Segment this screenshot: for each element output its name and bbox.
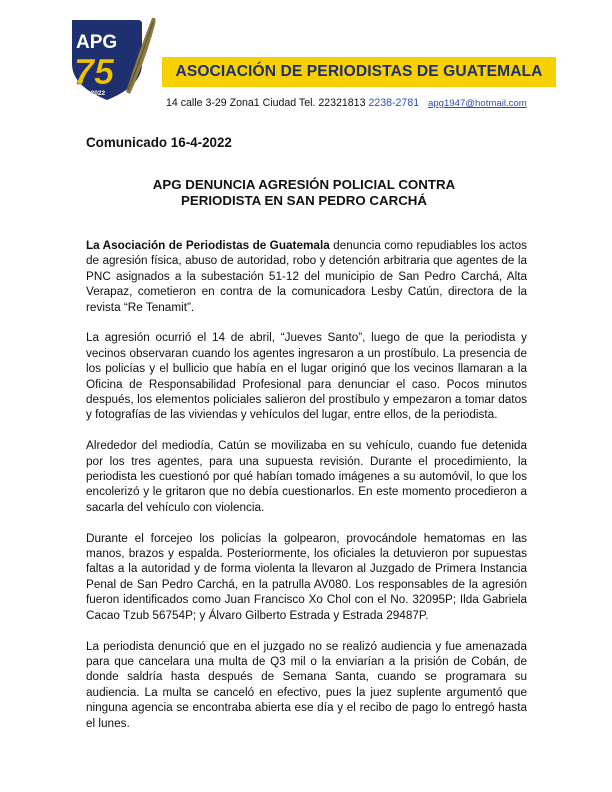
organization-title: ASOCIACIÓN DE PERIODISTAS DE GUATEMALA [175,63,543,80]
contact-line [166,97,527,109]
shield-logo-icon [68,14,158,102]
paragraph-4: Durante el forcejeo los policías la golpearon, provocándole hematomas en las manos, brazos y espalda. Posteriormente, los oficiales la detuvieron por supuestas faltas a la autoridad y de forma violenta la llevaron al Juzgado de Primera Instancia Penal de San Pedro Carchá, en la patrulla AV080. Los responsables de la agresión fueron identificados como Juan Francisco Xo Chol con el No. 32095P; Ilda Gabriela Cacao Tzub 56754P; y Álvaro Gilberto Estrada y Estrada 29487P. [86,531,527,622]
address-text: 14 calle 3-29 Zona1 Ciudad Tel. 22321813 [166,97,366,109]
paragraph-1 [86,238,527,315]
email-link[interactable]: apg1947@hotmail.com [427,98,527,109]
paragraph-3: Alrededor del mediodía, Catún se movilizaba en su vehículo, cuando fue detenida por los tres agentes, para una supuesta revisión. Durante el procedimiento, la periodista les cuestionó por qué habían tomado imágenes a su automóvil, lo que los encolerizó y le gritaron que no debía cuestionarlos. En este momento procedieron a sacarla del vehículo con violencia. [86,439,527,514]
paragraph-5: La periodista denunció que en el juzgado no se realizó audiencia y fue amenazada para que cancelara una multa de Q3 mil o la enviarían a la prisión de Cobán, de donde saldría hasta después de Semana Santa, cuando se programara su audiencia. La multa se canceló en efectivo, pues la juez suplente argumentó que ninguna agencia se encontraba abierta ese día y el recibo de pago lo entregó hasta el lunes. [86,639,527,730]
apg-75-logo [68,14,158,102]
logo-years-text: 1947-2022 [74,90,106,97]
communique-number: Comunicado 16-4-2022 [86,135,232,150]
paragraph-1-text: denuncia como repudiables los actos de agresión física, abuso de autoridad, robo y detención arbitraria que agentes de la PNC asignados a la subestación 51-12 del municipio de San Pedro Carchá, Alta Verapaz, cometieron en contra de la comunicadora Lesby Catún, directora de la revista “Re Tenamit”. [86,239,527,314]
headline [86,177,522,208]
logo-75-text: 75 [74,51,115,92]
logo-apg-text: APG [76,32,118,53]
phone-secondary: 2238-2781 [368,97,420,109]
headline-line-2: PERIODISTA EN SAN PEDRO CARCHÁ [180,192,427,208]
header-banner [162,57,556,87]
paragraph-2: La agresión ocurrió el 14 de abril, “Jueves Santo”, luego de que la periodista y vecinos observaran cuando los agentes ingresaron a un prostíbulo. La presencia de los policías y el bullicio que había en el lugar originó que los vecinos llamaran a la Oficina de Responsabilidad Profesional para denunciar el caso. Pocos minutos después, los elementos policiales salieron del prostíbulo y empezaron a tomar datos y fotografías de las viviendas y vehículos del lugar, entre ellos, de la periodista. [86,331,527,422]
paragraph-1-lead: La Asociación de Periodistas de Guatemala [86,239,330,252]
headline-line-1: APG DENUNCIA AGRESIÓN POLICIAL CONTRA [152,177,456,192]
body-text [86,238,527,731]
